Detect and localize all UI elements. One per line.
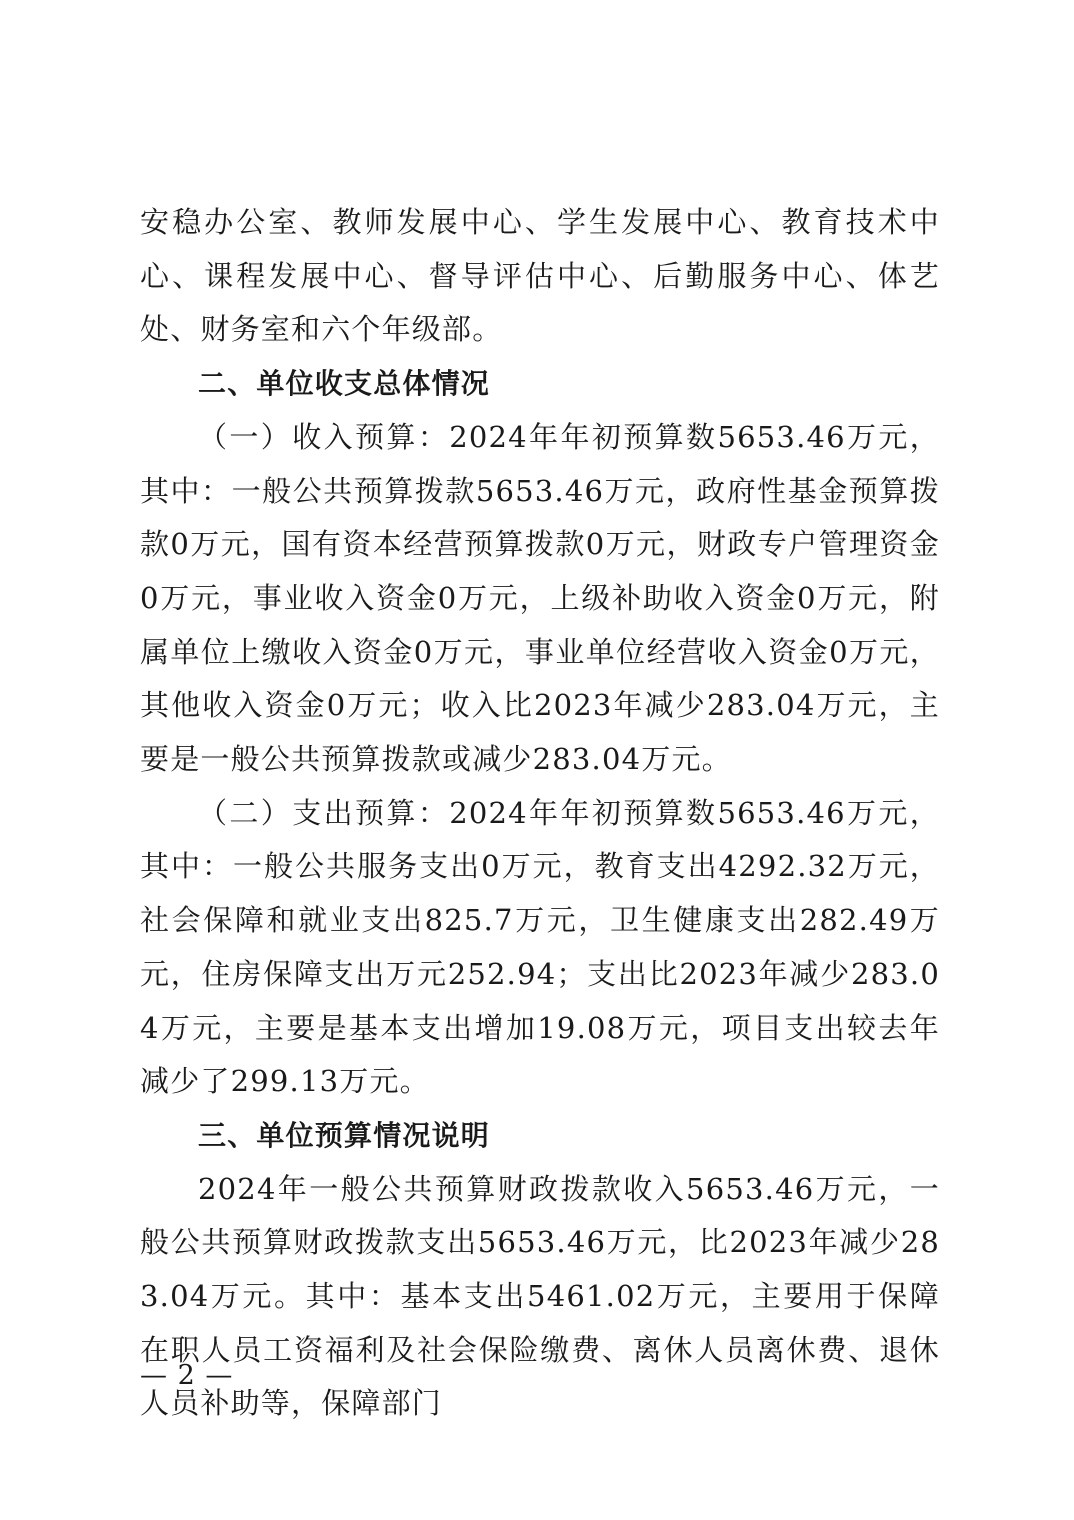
paragraph-departments-continued: 安稳办公室、教师发展中心、学生发展中心、教育技术中心、课程发展中心、督导评估中心、后勤服务中心、体艺处、财务室和六个年级部。 <box>140 205 940 347</box>
section-heading-income-expenditure: 二、单位收支总体情况 <box>198 367 491 401</box>
paragraph-fiscal-appropriation: 2024年一般公共预算财政拨款收入5653.46万元，一般公共预算财政拨款支出5653.46万元，比2023年减少283.04万元。其中：基本支出5461.02万元，主要用于保障在职人员工资福利及社会保险缴费、离休人员离休费、退休人员补助等，保障部门 <box>140 1171 940 1421</box>
page-number: — 2 — <box>140 1360 234 1391</box>
section-heading-budget-explanation: 三、单位预算情况说明 <box>198 1118 491 1152</box>
document-body <box>140 196 940 1431</box>
paragraph-income-budget: （一）收入预算：2024年年初预算数5653.46万元，其中：一般公共预算拨款5653.46万元，政府性基金预算拨款0万元，国有资本经营预算拨款0万元，财政专户管理资金0万元，事业收入资金0万元，上级补助收入资金0万元，附属单位上缴收入资金0万元，事业单位经营收入资金0万元，其他收入资金0万元；收入比2023年减少283.04万元，主要是一般公共预算拨款或减少283.04万元。 <box>140 419 940 777</box>
paragraph-expenditure-budget: （二）支出预算：2024年年初预算数5653.46万元，其中：一般公共服务支出0万元，教育支出4292.32万元，社会保障和就业支出825.7万元，卫生健康支出282.49万元，住房保障支出万元252.94；支出比2023年减少283.04万元，主要是基本支出增加19.08万元，项目支出较去年减少了299.13万元。 <box>140 795 940 1099</box>
